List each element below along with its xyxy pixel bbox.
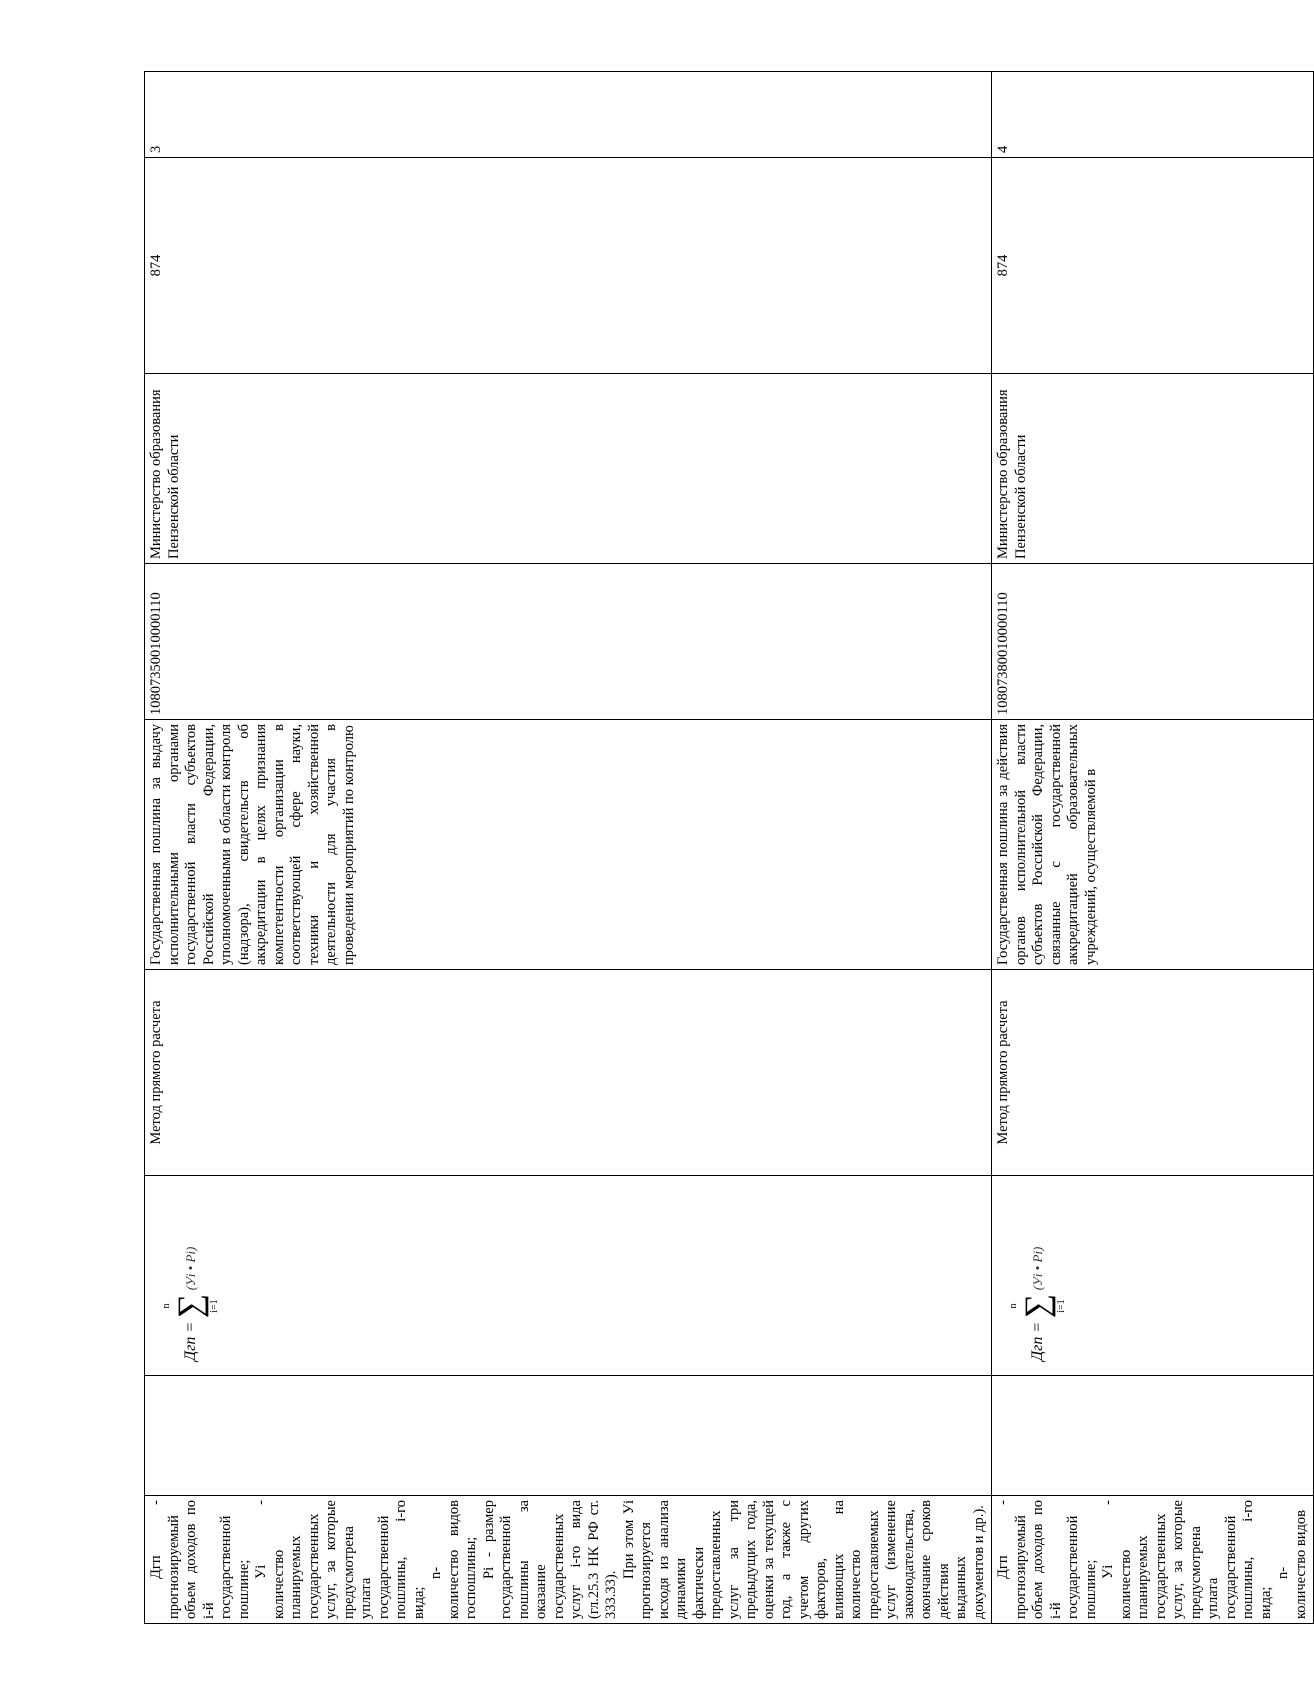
- name-cell: Государственная пошлина за выдачу исполнительными органами государственной власти субъектов Российской Федерации, уполномоченными в области контроля (надзора), свидетельств об аккредитации в целях признания компетентности организации в соответствующей сфере науки, техники и хозяйственной деятельности для участия в проведении мероприятий по контролю: [145, 720, 992, 970]
- name-cell: Государственная пошлина за действия органов исполнительной власти субъектов Российской Федерации, связанные с государственной аккредитацией образовательных учреждений, осуществляемой в: [992, 720, 1314, 970]
- description-line: Дгп - прогнозируемый объем доходов по i-й государственной пошлине;: [148, 1500, 252, 1619]
- description-line: Уi - количество планируемых государственных услуг, за которые предусмотрена уплата государственной пошлины, i-го вида;: [1100, 1500, 1274, 1619]
- sum-symbol-icon: ∑: [1018, 1293, 1056, 1319]
- code-cell: 874: [992, 158, 1314, 374]
- rotated-page: [144, 72, 1309, 1624]
- description-line: При этом Уi прогнозируется исходя из анализа динамики фактически предоставленных услуг за три предыдущих года, оценки за текущей год, а также с учетом других факторов, влияющих на количество предоставляемых услуг (изменение законодательства, окончание сроков действия выданных документов и др.).: [620, 1500, 987, 1619]
- table-row: [145, 72, 992, 1624]
- formula-upper-limit: n: [1008, 1303, 1019, 1309]
- formula-body: (Уi • Pi): [1029, 1246, 1045, 1291]
- ministry-cell: Министерство образования Пензенской области: [992, 374, 1314, 564]
- ministry-cell: Министерство образования Пензенской области: [145, 374, 992, 564]
- formula-lower-limit: i=1: [208, 1299, 220, 1313]
- row-number-cell: 4: [992, 72, 1314, 158]
- formula-upper-limit: n: [161, 1303, 172, 1309]
- method-cell: Метод прямого расчета: [992, 970, 1314, 1176]
- formula-lower-limit: i=1: [1055, 1299, 1067, 1313]
- empty-cell: [145, 1376, 992, 1496]
- description-cell: [992, 1496, 1314, 1624]
- table-row: [992, 72, 1314, 1624]
- description-line: Уi - количество планируемых государственных услуг, за которые предусмотрена уплата государственной пошлины, i-го вида;: [253, 1500, 427, 1619]
- kbk-cell: 10807350010000110: [145, 564, 992, 720]
- kbk-cell: 10807380010000110: [992, 564, 1314, 720]
- formula: [148, 1180, 223, 1371]
- formula-lhs: Дгп =: [1028, 1321, 1046, 1361]
- description-line: Дгп - прогнозируемый объем доходов по i-й государственной пошлине;: [995, 1500, 1099, 1619]
- formula: [995, 1180, 1070, 1371]
- description-cell: [145, 1496, 992, 1624]
- revenue-forecast-table: [144, 71, 1314, 1624]
- formula-lhs: Дгп =: [181, 1321, 199, 1361]
- method-cell: Метод прямого расчета: [145, 970, 992, 1176]
- formula-cell: [992, 1176, 1314, 1376]
- empty-cell: [992, 1376, 1314, 1496]
- sum-symbol-icon: ∑: [171, 1293, 209, 1319]
- description-line: Pi - размер государственной пошлины за оказание государственных услуг i-го вида (гл.25.3 НК РФ ст. 333.33).: [480, 1500, 619, 1619]
- description-line: n- количество видов госпошлины;: [428, 1500, 479, 1619]
- code-cell: 874: [145, 158, 992, 374]
- formula-cell: [145, 1176, 992, 1376]
- row-number-cell: 3: [145, 72, 992, 158]
- description-line: n- количество видов: [1275, 1510, 1309, 1619]
- formula-body: (Уi • Pi): [182, 1246, 198, 1291]
